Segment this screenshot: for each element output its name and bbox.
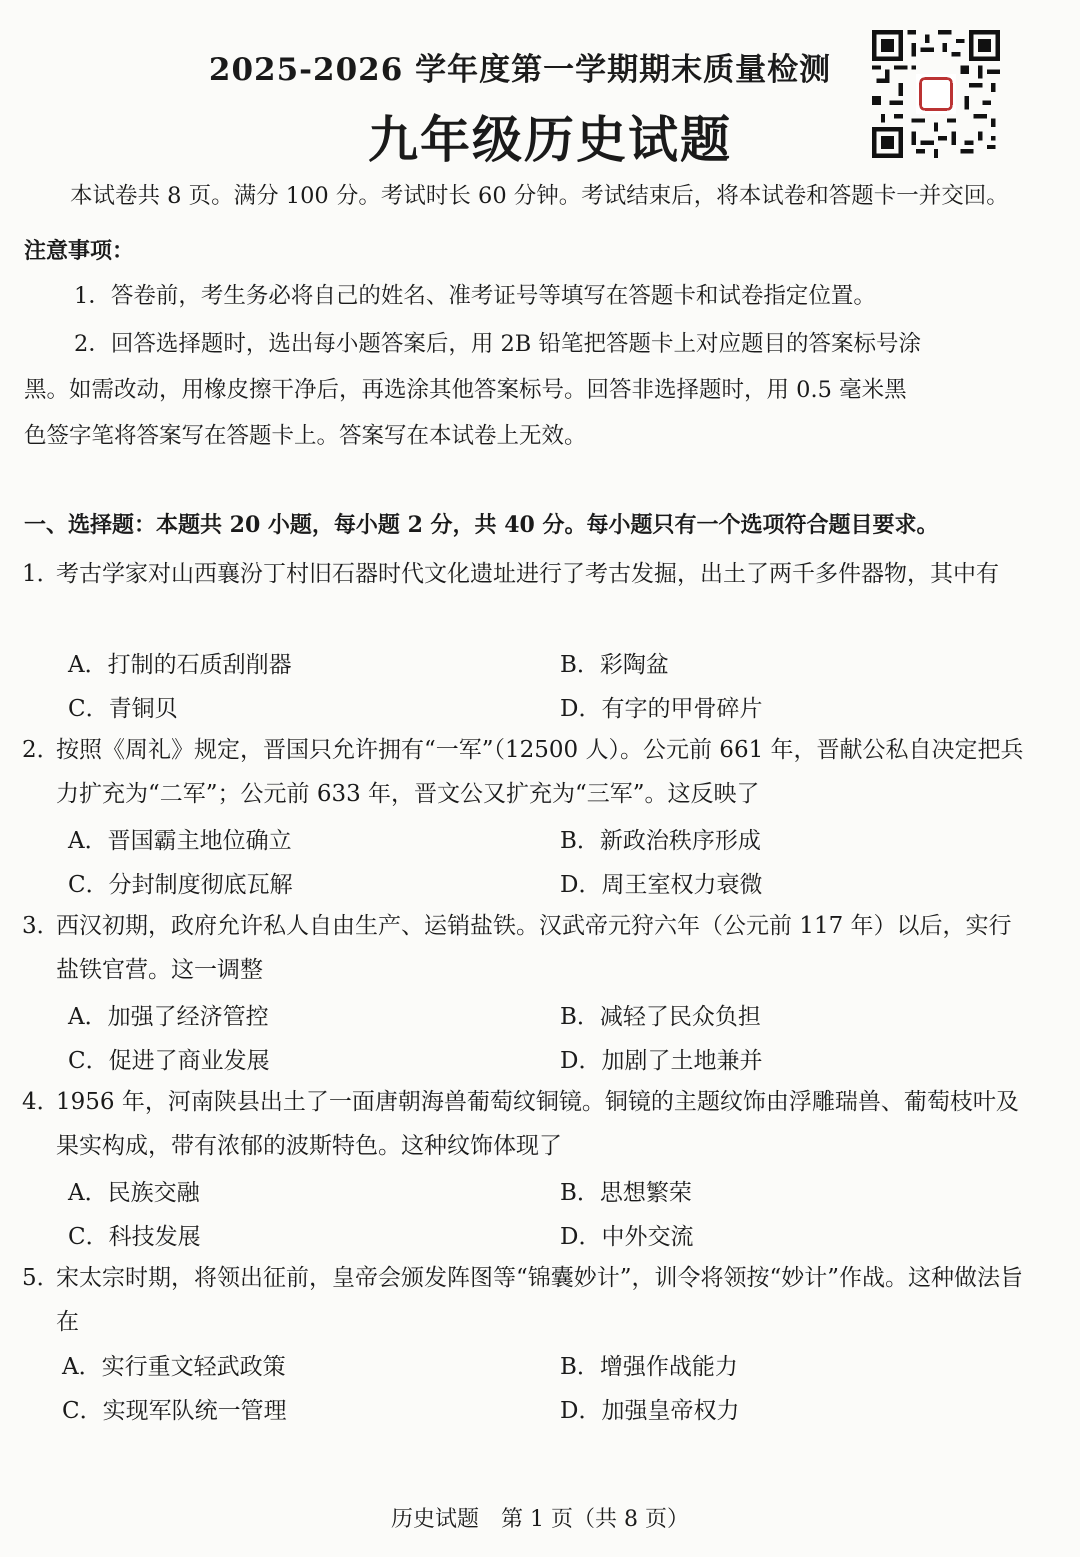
notice-item-2-line3: 色签字笔将答案写在答题卡上。答案写在本试卷上无效。 (24, 423, 587, 449)
q2-option-d: D．周王室权力衰微 (560, 872, 763, 898)
notice-item-2 (24, 321, 1024, 459)
question-2 (22, 728, 1032, 816)
notice-item-1 (24, 273, 1024, 319)
question-stem: 西汉初期，政府允许私人自由生产、运销盐铁。汉武帝元狩六年（公元前 117 年）以后，实行盐铁官营。这一调整 (56, 913, 1012, 983)
q3-option-a: A．加强了经济管控 (68, 1004, 269, 1030)
notice-item-2-line2: 黑。如需改动，用橡皮擦干净后，再选涂其他答案标号。回答非选择题时，用 0.5 毫米黑 (24, 377, 907, 403)
q4-option-b: B．思想繁荣 (560, 1180, 692, 1206)
q3-option-b: B．减轻了民众负担 (560, 1004, 761, 1030)
question-3 (22, 904, 1032, 992)
question-number: 5． (22, 1265, 60, 1291)
question-number: 2． (22, 737, 60, 763)
question-number: 4． (22, 1089, 60, 1115)
exam-title-line1: 2025-2026 学年度第一学期期末质量检测 (208, 52, 832, 88)
q5-option-d: D．加强皇帝权力 (560, 1398, 740, 1424)
q2-option-b: B．新政治秩序形成 (560, 828, 761, 854)
question-stem: 按照《周礼》规定，晋国只允许拥有“一军”（12500 人）。公元前 661 年，晋献公私自决定把兵力扩充为“二军”；公元前 633 年，晋文公又扩充为“三军”。这反映了 (56, 737, 1024, 807)
question-stem: 1956 年，河南陕县出土了一面唐朝海兽葡萄纹铜镜。铜镜的主题纹饰由浮雕瑞兽、葡萄枝叶及果实构成，带有浓郁的波斯特色。这种纹饰体现了 (56, 1089, 1019, 1159)
q1-option-d: D．有字的甲骨碎片 (560, 696, 763, 722)
qr-code-icon (872, 30, 1000, 158)
page-footer: 历史试题 第 1 页（共 8 页） (391, 1507, 689, 1532)
question-5 (22, 1256, 1032, 1344)
q5-option-b: B．增强作战能力 (560, 1354, 738, 1380)
notice-title: 注意事项： (24, 238, 135, 264)
q1-option-a: A．打制的石质刮削器 (68, 652, 292, 678)
question-1 (22, 552, 1032, 596)
notice-item-2-line1: 2．回答选择题时，选出每小题答案后，用 2B 铅笔把答题卡上对应题目的答案标号涂 (74, 331, 921, 357)
exam-title-line2: 九年级历史试题 (368, 110, 732, 169)
q4-option-c: C．科技发展 (68, 1224, 201, 1250)
section-heading: 一、选择题：本题共 20 小题，每小题 2 分，共 40 分。每小题只有一个选项符合题目要求。 (24, 512, 939, 538)
question-stem: 考古学家对山西襄汾丁村旧石器时代文化遗址进行了考古发掘，出土了两千多件器物，其中有 (56, 561, 999, 587)
q2-option-a: A．晋国霸主地位确立 (68, 828, 292, 854)
q5-option-a: A．实行重文轻武政策 (62, 1354, 286, 1380)
q1-option-c: C．青铜贝 (68, 696, 178, 722)
q3-option-c: C．促进了商业发展 (68, 1048, 270, 1074)
q4-option-a: A．民族交融 (68, 1180, 200, 1206)
question-number: 1． (22, 561, 60, 587)
q4-option-d: D．中外交流 (560, 1224, 694, 1250)
question-stem: 宋太宗时期，将领出征前，皇帝会颁发阵图等“锦囊妙计”，训令将领按“妙计”作战。这种做法旨在 (56, 1265, 1024, 1335)
q3-option-d: D．加剧了土地兼并 (560, 1048, 763, 1074)
q1-option-b: B．彩陶盆 (560, 652, 669, 678)
exam-intro: 本试卷共 8 页。满分 100 分。考试时长 60 分钟。考试结束后，将本试卷和答题卡一并交回。 (70, 183, 1009, 209)
q5-option-c: C．实现军队统一管理 (62, 1398, 287, 1424)
q2-option-c: C．分封制度彻底瓦解 (68, 872, 293, 898)
question-number: 3． (22, 913, 60, 939)
notice-item-1-text: 1．答卷前，考生务必将自己的姓名、准考证号等填写在答题卡和试卷指定位置。 (74, 283, 876, 309)
question-4 (22, 1080, 1032, 1168)
